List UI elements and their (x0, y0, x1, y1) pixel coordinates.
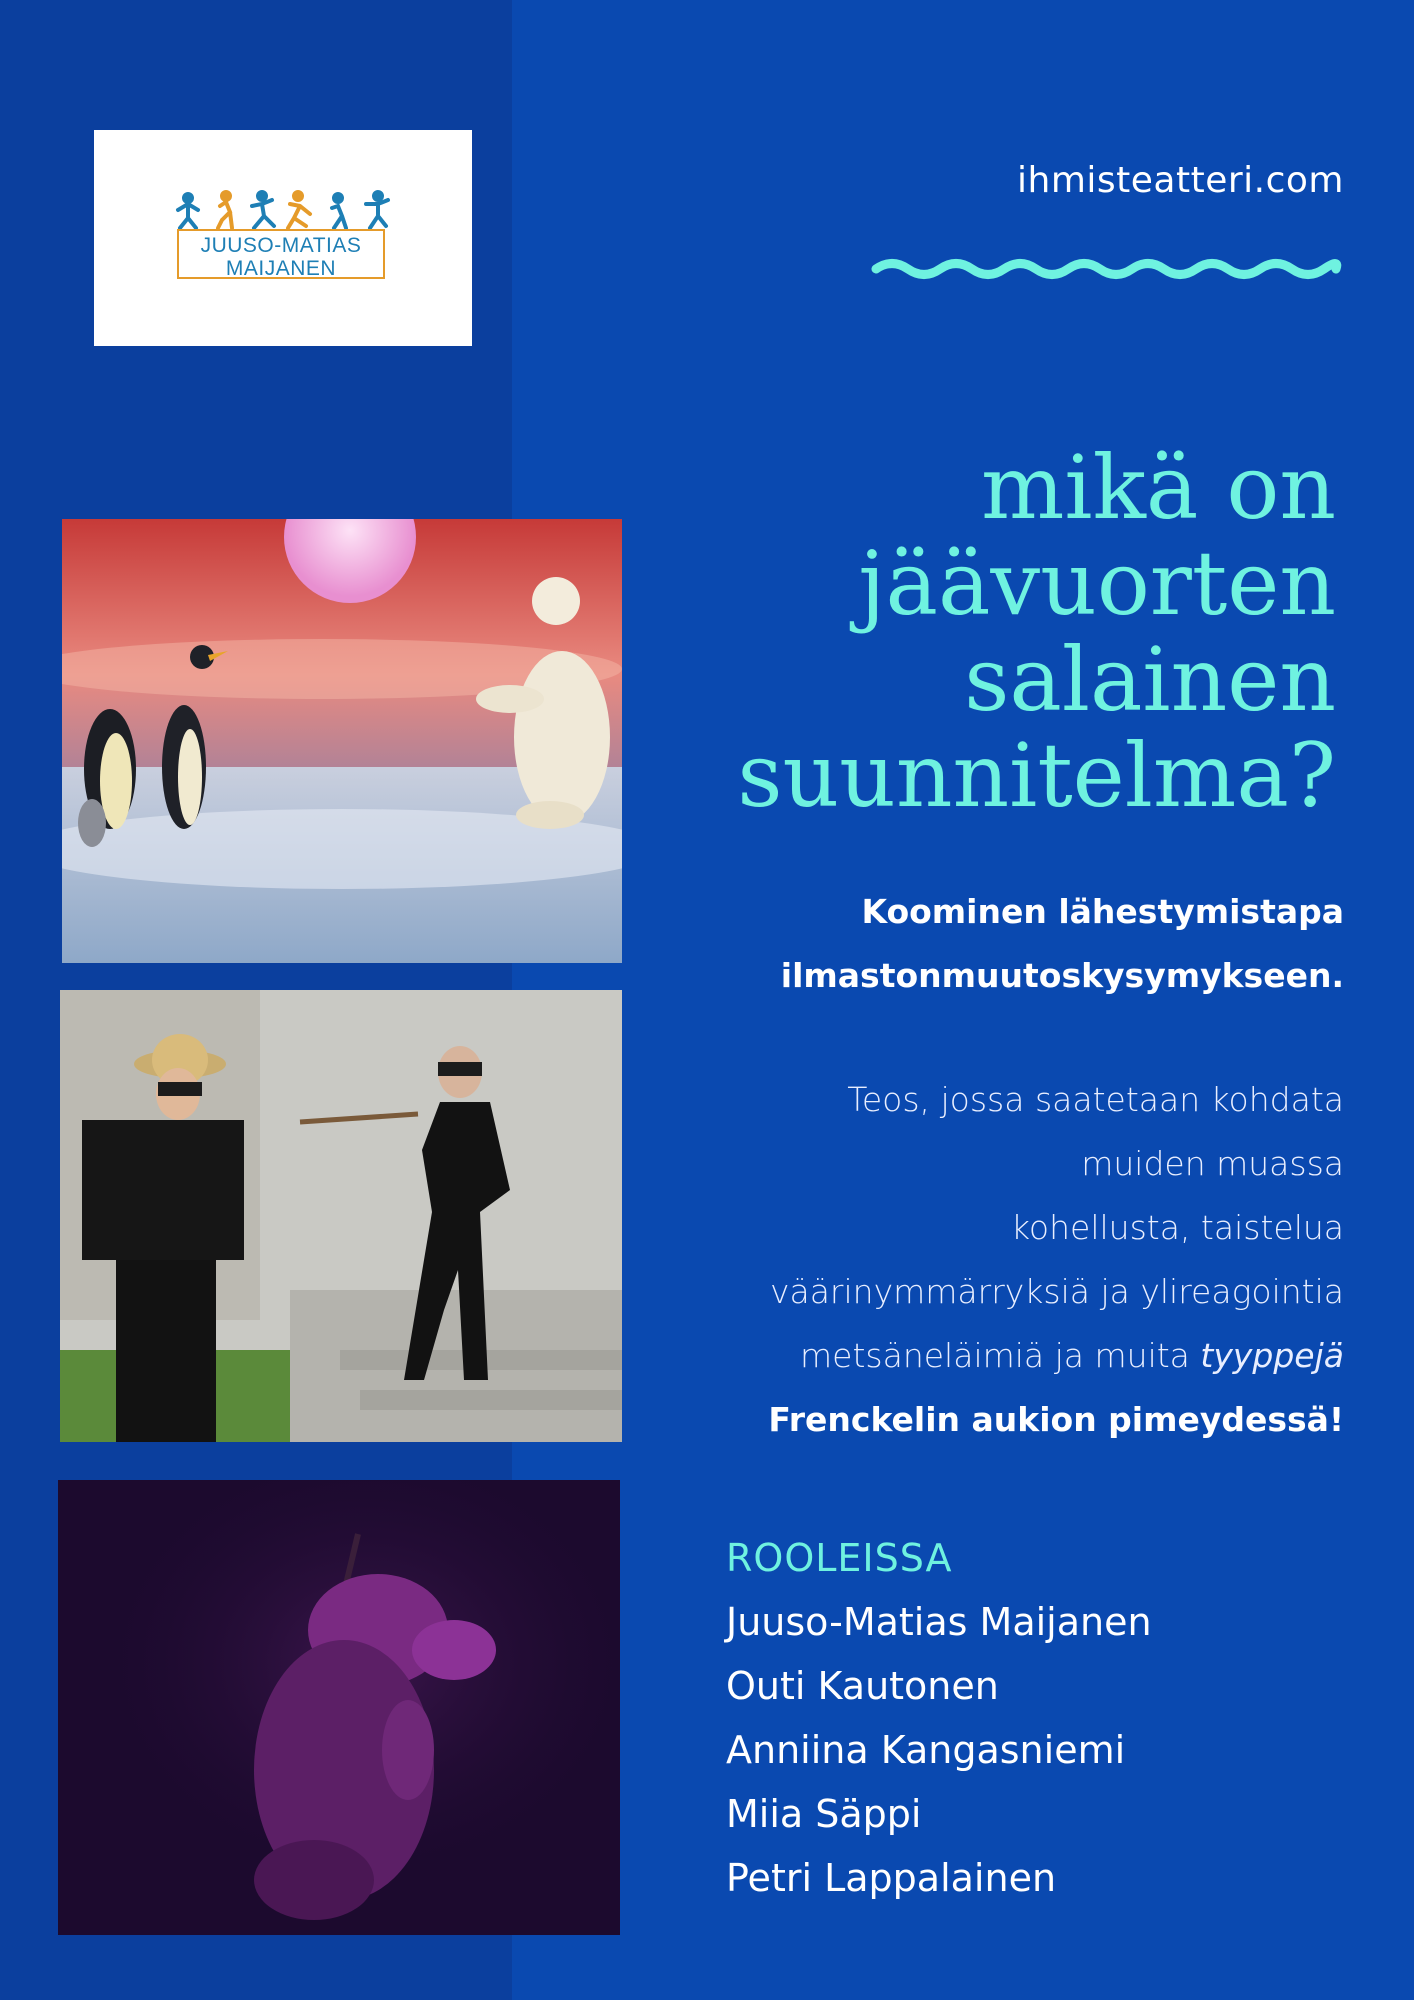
photo-masked-performers (60, 990, 622, 1442)
cast-heading: ROOLEISSA (726, 1536, 953, 1580)
lead-line-2: ilmastonmuutoskysymykseen. (780, 956, 1344, 995)
cast-section (726, 1526, 1366, 1910)
description-line-3: kohellusta, taistelua (1011, 1208, 1344, 1247)
lead-line-1: Koominen lähestymistapa (861, 892, 1344, 931)
logo (94, 130, 472, 346)
cast-member: Outi Kautonen (726, 1664, 999, 1708)
logo-line-2: MAIJANEN (225, 257, 337, 280)
headline-line-4: suunnitelma? (737, 724, 1336, 827)
description-line-5-italic: tyyppejä (1200, 1336, 1344, 1375)
cast-member: Anniina Kangasniemi (726, 1728, 1126, 1772)
logo-frame (177, 229, 385, 279)
photo-purple-creature (58, 1480, 620, 1935)
headline (636, 436, 1336, 827)
cast-list (726, 1590, 1366, 1910)
dancing-figures-icon (174, 190, 394, 232)
cast-member: Miia Säppi (726, 1792, 922, 1836)
headline-line-2: jäävuorten (858, 532, 1336, 635)
headline-line-3: salainen (964, 628, 1336, 731)
lead-text (704, 880, 1344, 1008)
description-line-5-text: metsäneläimiä ja muita (800, 1336, 1201, 1375)
wave-divider-icon (868, 254, 1344, 284)
description-line-5 (584, 1324, 1344, 1388)
description-line-1: Teos, jossa saatetaan kohdata (847, 1080, 1344, 1119)
cast-member: Petri Lappalainen (726, 1856, 1057, 1900)
logo-line-1: JUUSO-MATIAS (200, 234, 362, 257)
description-line-4: väärinymmärryksiä ja ylireagointia (769, 1272, 1344, 1311)
description (584, 1068, 1344, 1452)
website-link[interactable]: ihmisteatteri.com (1017, 160, 1344, 201)
description-line-2: muiden muassa (1081, 1144, 1344, 1183)
photo-penguins-polar-bear (62, 519, 622, 963)
description-closing-line: Frenckelin aukion pimeydessä! (768, 1400, 1344, 1439)
cast-member: Juuso-Matias Maijanen (726, 1600, 1152, 1644)
headline-line-1: mikä on (980, 436, 1336, 539)
